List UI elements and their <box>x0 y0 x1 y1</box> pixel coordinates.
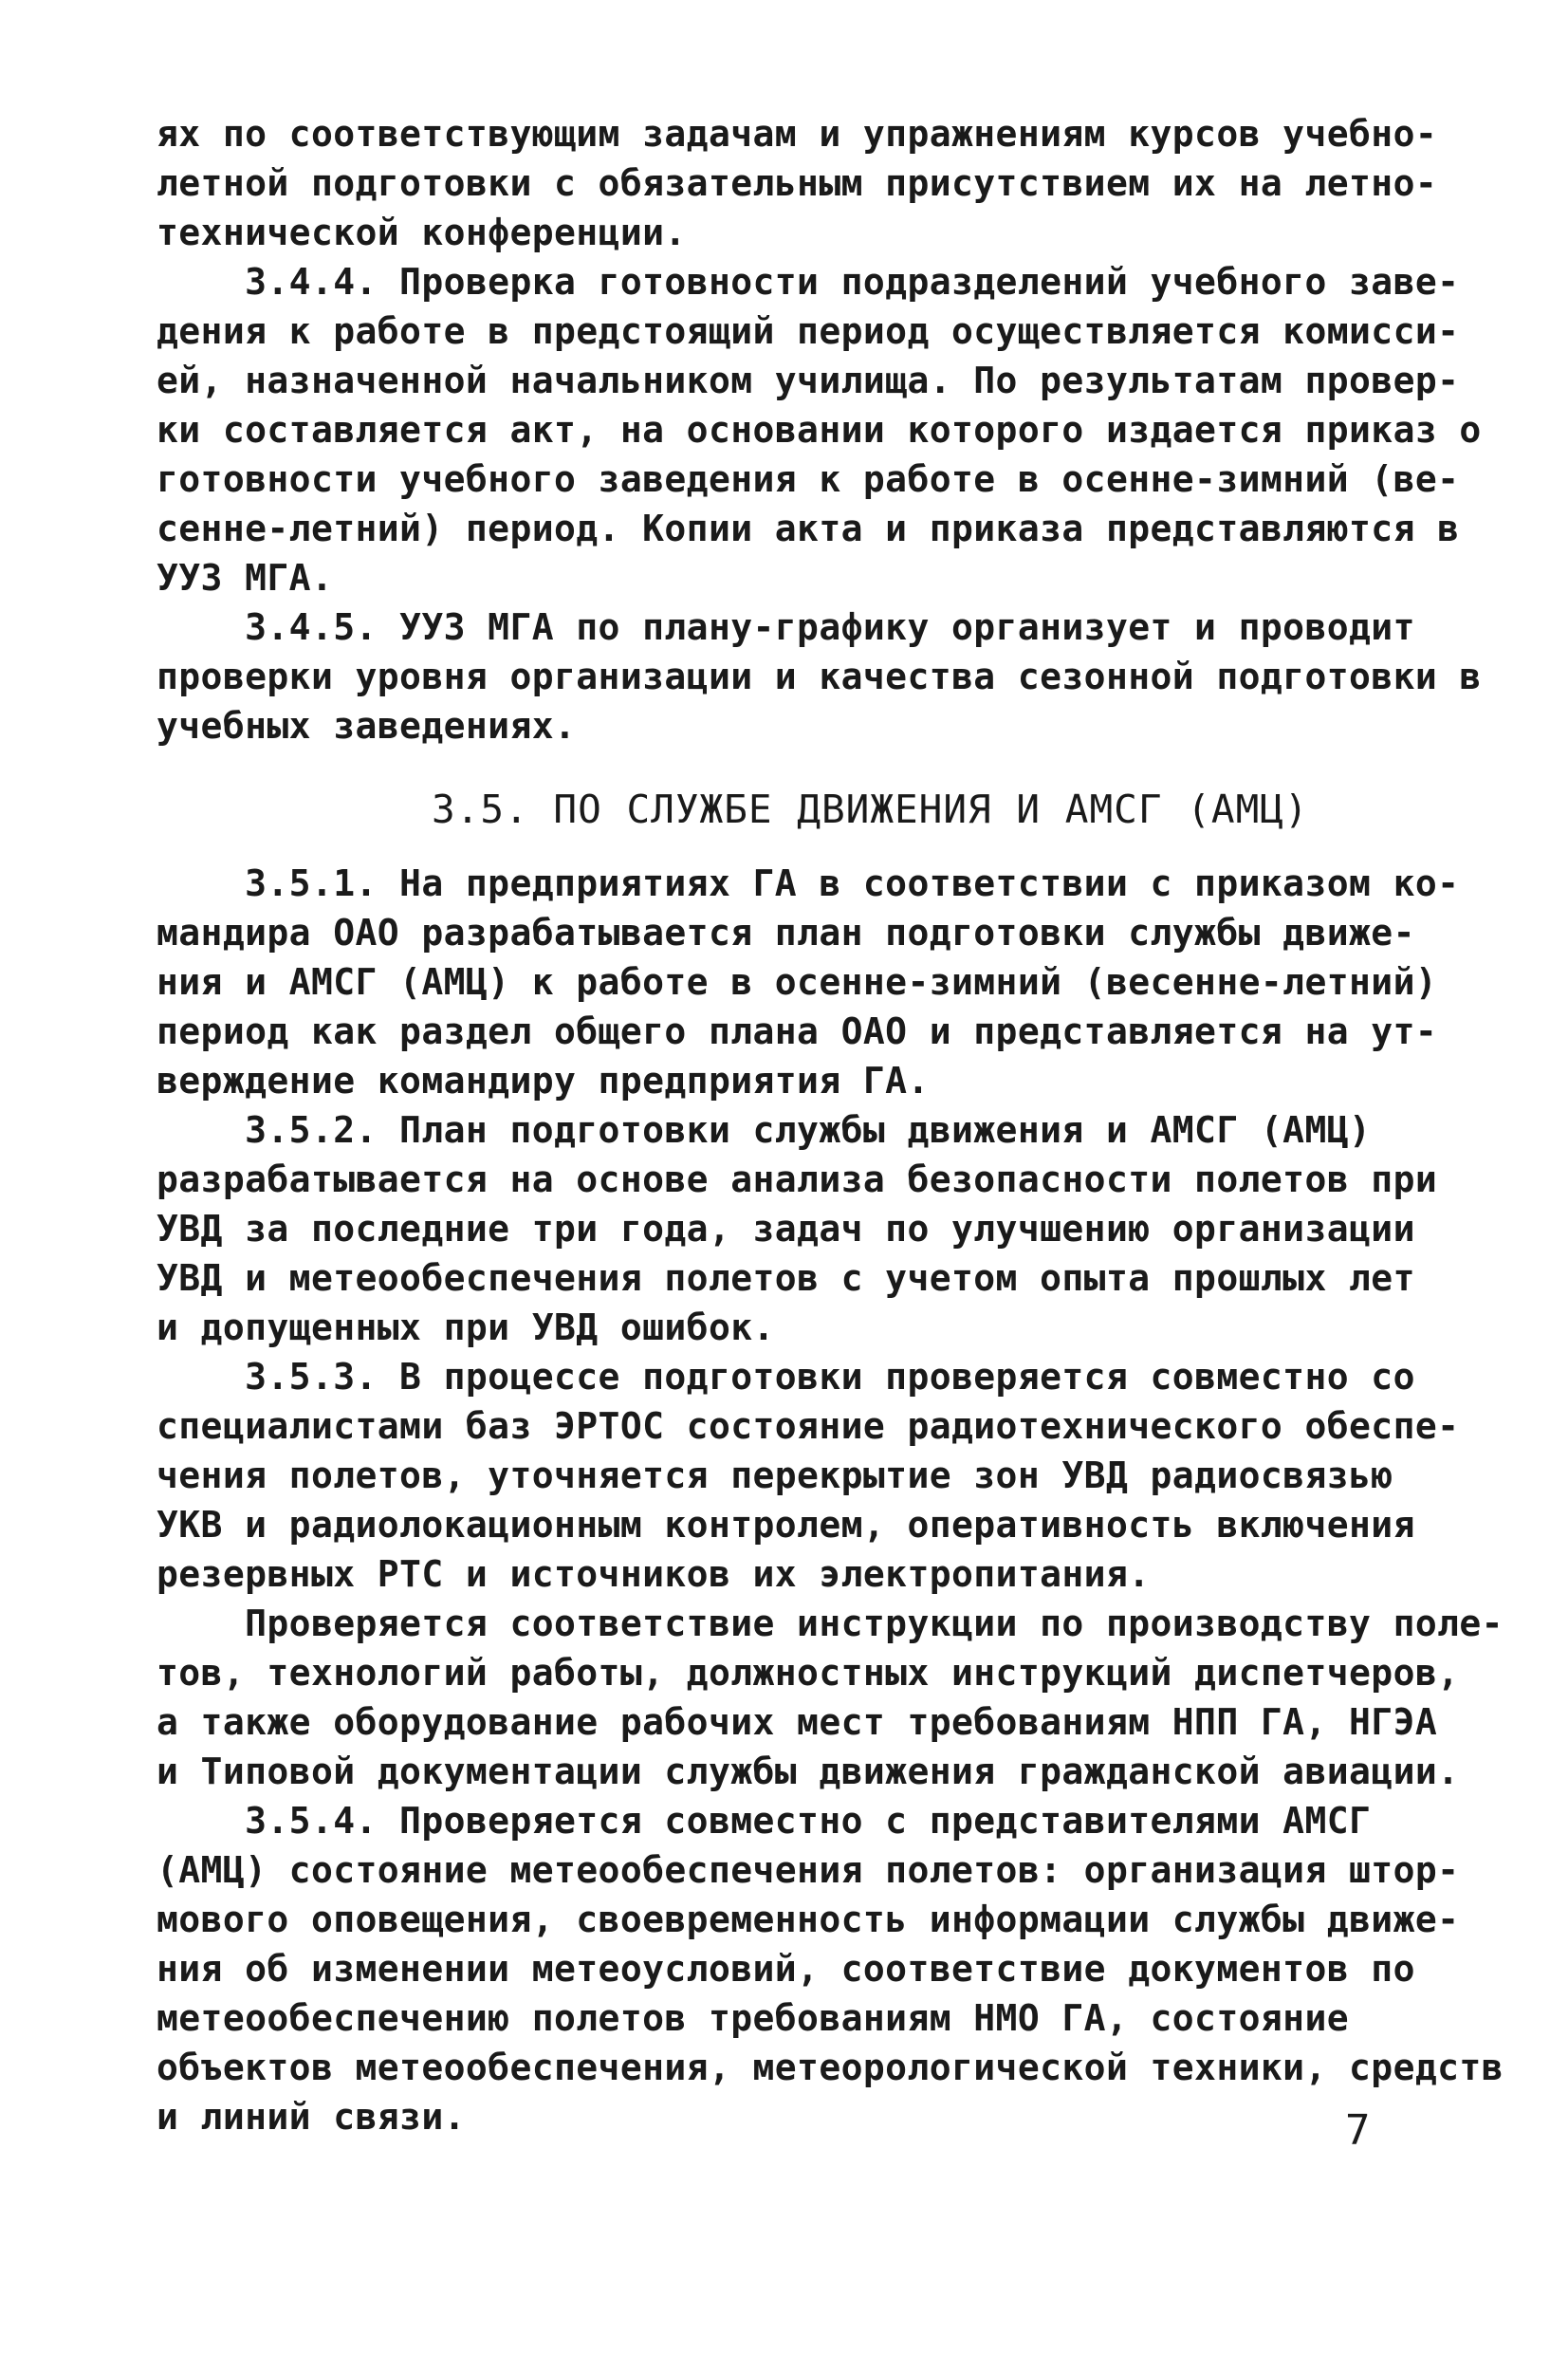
text-line: а также оборудование рабочих мест требованиям НПП ГА, НГЭА <box>157 1701 1438 1743</box>
text-line: метеообеспечению полетов требованиям НМО ГА, состояние <box>157 1997 1350 2039</box>
text-line: сенне-летний) период. Копии акта и приказа представляются в <box>157 508 1460 549</box>
paragraph-check-start: Проверяется соответствие инструкции по производству поле- <box>157 1603 1503 1644</box>
text-line: УУЗ МГА. <box>157 557 334 599</box>
paragraph-3-5-4-start: 3.5.4. Проверяется совместно с представителями АМСГ <box>157 1800 1372 1842</box>
paragraph-3-4-4-start: 3.4.4. Проверка готовности подразделений учебного заве- <box>157 261 1460 303</box>
section-heading: 3.5. ПО СЛУЖБЕ ДВИЖЕНИЯ И АМСГ (АМЦ) <box>432 787 1309 832</box>
text-line: мового оповещения, своевременность информации службы движе- <box>157 1899 1460 1940</box>
text-line: специалистами баз ЭРТОС состояние радиотехнического обеспе- <box>157 1405 1460 1447</box>
text-line: готовности учебного заведения к работе в осенне-зимний (ве- <box>157 458 1460 500</box>
text-line: проверки уровня организации и качества сезонной подготовки в <box>157 656 1482 697</box>
text-line: учебных заведениях. <box>157 705 577 747</box>
text-line: ния и АМСГ (АМЦ) к работе в осенне-зимний (весенне-летний) <box>157 961 1438 1003</box>
text-line: летной подготовки с обязательным присутствием их на летно- <box>157 162 1438 204</box>
text-line: и линий связи. <box>157 2096 466 2138</box>
text-line: дения к работе в предстоящий период осуществляется комисси- <box>157 310 1460 352</box>
text-line: ния об изменении метеоусловий, соответствие документов по <box>157 1948 1415 1990</box>
text-line: мандира ОАО разрабатывается план подготовки службы движе- <box>157 912 1415 954</box>
text-line: разрабатывается на основе анализа безопасности полетов при <box>157 1158 1438 1200</box>
text-line: УВД за последние три года, задач по улучшению организации <box>157 1208 1415 1250</box>
text-line: тов, технологий работы, должностных инструкций диспетчеров, <box>157 1652 1460 1694</box>
text-line: УКВ и радиолокационным контролем, оперативность включения <box>157 1504 1415 1546</box>
text-line: ях по соответствующим задачам и упражнениям курсов учебно- <box>157 113 1438 155</box>
text-line: и Типовой документации службы движения гражданской авиации. <box>157 1751 1460 1792</box>
text-line: верждение командиру предприятия ГА. <box>157 1060 930 1102</box>
page-number: 7 <box>1345 2106 1371 2155</box>
text-line: период как раздел общего плана ОАО и представляется на ут- <box>157 1010 1438 1052</box>
text-line: чения полетов, уточняется перекрытие зон УВД радиосвязью <box>157 1454 1393 1496</box>
paragraph-3-5-3-start: 3.5.3. В процессе подготовки проверяется совместно со <box>157 1356 1415 1398</box>
text-line: ки составляется акт, на основании которого издается приказ о <box>157 409 1482 451</box>
paragraph-3-5-1-start: 3.5.1. На предприятиях ГА в соответствии с приказом ко- <box>157 862 1460 904</box>
text-line: УВД и метеообеспечения полетов с учетом опыта прошлых лет <box>157 1257 1415 1299</box>
text-line: ей, назначенной начальником училища. По результатам провер- <box>157 360 1460 401</box>
text-line: технической конференции. <box>157 212 687 253</box>
text-line: резервных РТС и источников их электропитания. <box>157 1553 1151 1595</box>
text-line: объектов метеообеспечения, метеорологической техники, средств <box>157 2047 1503 2088</box>
paragraph-3-5-2-start: 3.5.2. План подготовки службы движения и АМСГ (АМЦ) <box>157 1109 1372 1151</box>
text-line: (АМЦ) состояние метеообеспечения полетов: организация штор- <box>157 1849 1460 1891</box>
text-line: и допущенных при УВД ошибок. <box>157 1306 775 1348</box>
paragraph-3-4-5-start: 3.4.5. УУЗ МГА по плану-графику организует и проводит <box>157 606 1415 648</box>
